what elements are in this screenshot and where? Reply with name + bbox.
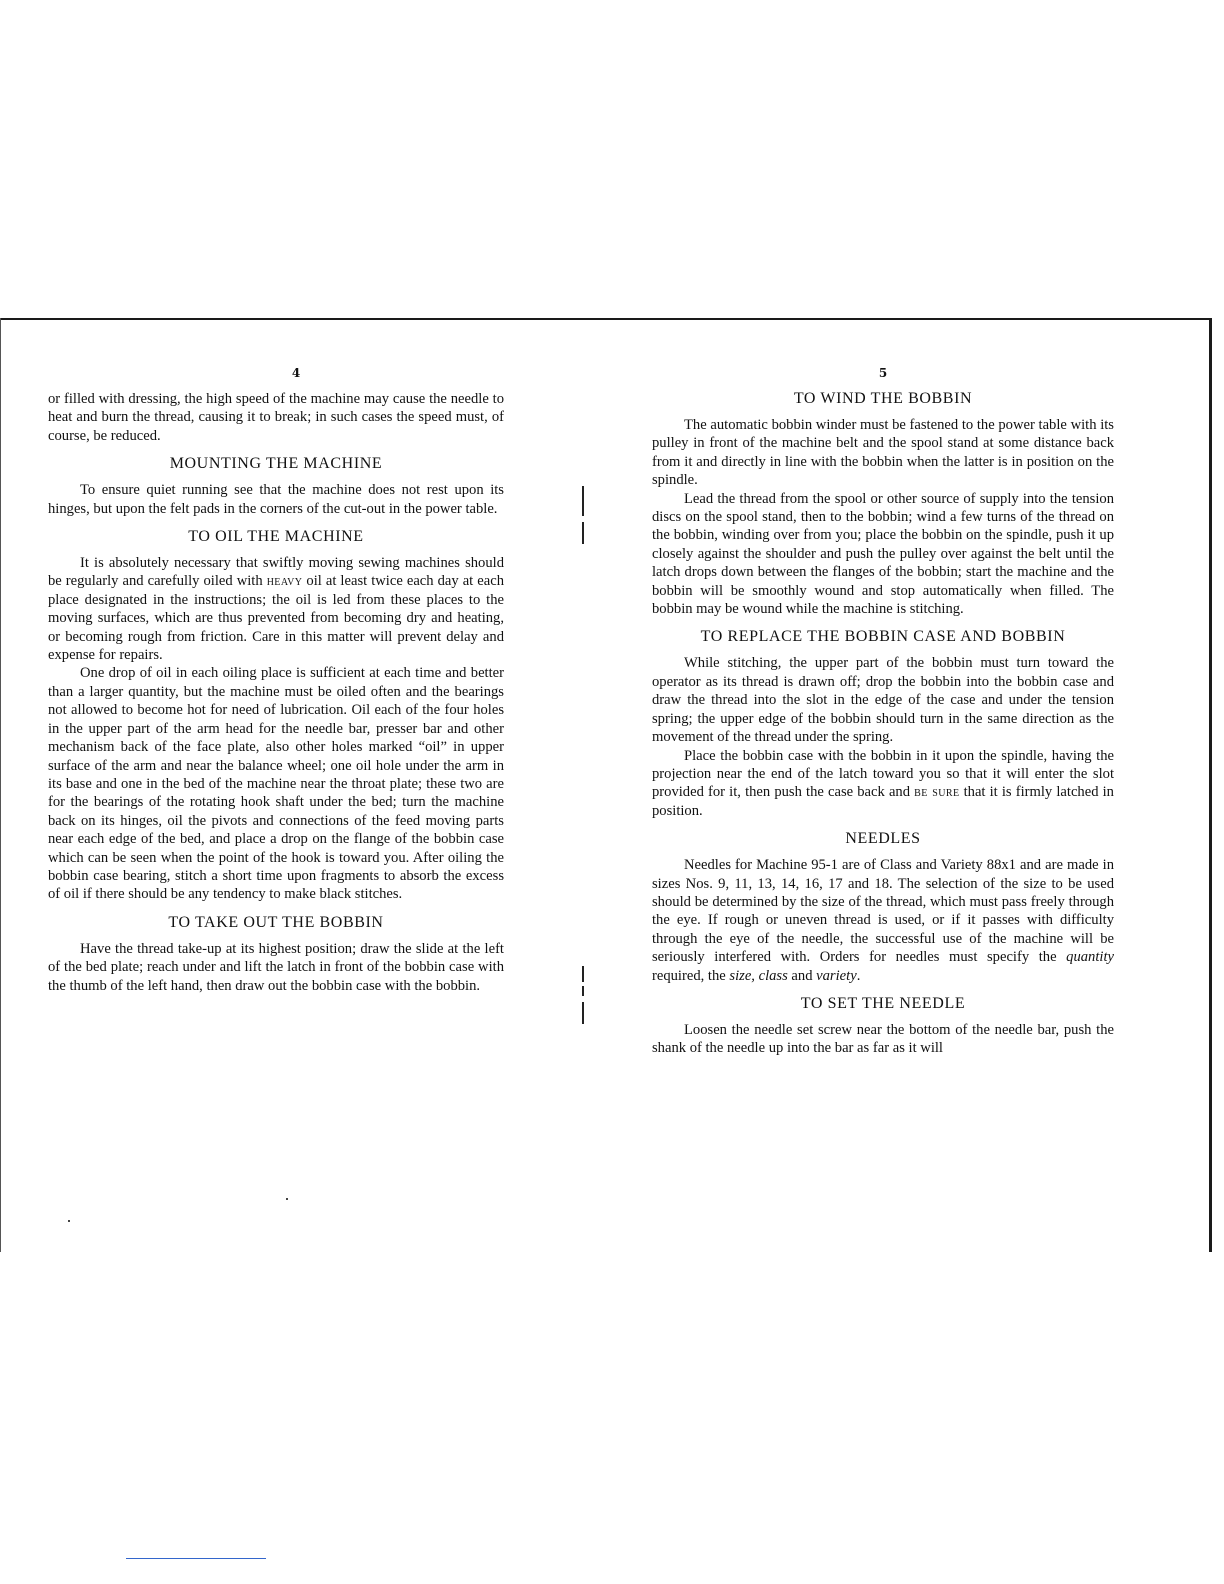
right-page-edge — [1209, 318, 1212, 1252]
left-page-edge — [0, 318, 1, 1252]
binding-mark — [582, 1002, 590, 1024]
section-heading: TO TAKE OUT THE BOBBIN — [168, 913, 384, 931]
page-number: 5 — [878, 366, 888, 380]
text-run: . — [856, 967, 861, 984]
paragraph: Have the thread take-up at its highest position; draw the slide at the left of the bed plate; reach under and lift the latch in front of the bobbin case with the thumb of the left hand, then draw out the bobbin case with the bobbin. — [48, 940, 504, 994]
paragraph — [652, 856, 1114, 985]
text-run: required, the — [652, 967, 730, 984]
intro-paragraph: or filled with dressing, the high speed of the machine may cause the needle to heat and burn the thread, causing it to break; in such cases the speed must, of course, be reduced. — [48, 391, 504, 444]
section-heading: TO SET THE NEEDLE — [800, 994, 966, 1012]
paragraph: The automatic bobbin winder must be fastened to the power table with its pulley in front of the machine belt and the spool stand at some distance back from it and directly in line with the bobbin when the latter is in position on the spindle. — [652, 417, 1114, 489]
section-heading: TO OIL THE MACHINE — [188, 528, 364, 546]
binding-mark — [582, 522, 590, 544]
emphasis-heavy: heavy — [266, 573, 303, 590]
text-run: Place the bobbin case with the bobbin in it upon the spindle, having the projection near the end of the latch toward you so that it will enter the slot provided for it, then push the case back and — [652, 747, 1114, 801]
scan-speck — [68, 1220, 70, 1222]
paragraph: One drop of oil in each oiling place is sufficient at each time and better than a larger quantity, but the machine must be oiled often and the bearings not allowed to become hot for need of lubrication. Oil each of the four holes in the upper part of the arm head for the needle bar, presser bar and other mechanism back of the face plate, also other holes marked “oil” in upper surface of the arm and near the balance wheel; one oil hole under the arm in its base and one in the bed of the machine near the throat plate; these two are for the bearings of the rotating hook shaft under the bed; turn the machine back on its hinges, oil the pivots and connections of the feed moving parts near each edge of the bed, and place a drop on the flange of the bobbin case which can be seen when the point of the hook is toward you. After oiling the bobbin case bearing, stitch a short time upon fragments to absorb the excess of oil if there should be any tendency to make black stitches. — [48, 665, 504, 903]
text-run: It is absolutely necessary that swiftly moving sewing machines should be regularly and carefully oiled with — [48, 555, 504, 590]
text-run: and — [787, 967, 817, 984]
section-heading: TO REPLACE THE BOBBIN CASE AND BOBBIN — [700, 628, 1066, 646]
text-run: oil at least twice each day at each place designated in the instructions; the oil is led from these places to the moving surfaces, which are thus prevented from becoming dry and heating, or becoming rough from friction. Care in this matter will prevent delay and expense for repairs. — [48, 573, 504, 664]
emphasis-variety: variety — [816, 967, 857, 984]
text-run: Needles for Machine 95-1 are of Class and Variety 88x1 and are made in sizes Nos. 9, 11, 13, 14, 16, 17 and 18. The selection of the size to be used should be determined by the size of the thread, which must pass freely through the eye. If rough or uneven thread is used, or if it passes with difficulty through the eye of the needle, the successful use of the machine will be seriously interfered with. Orders for needles must specify the — [652, 857, 1114, 966]
emphasis-quantity: quantity — [1066, 949, 1114, 966]
emphasis-size-class: size, class — [729, 967, 788, 984]
scan-speck — [286, 1198, 288, 1200]
paragraph: To ensure quiet running see that the machine does not rest upon its hinges, but upon the felt pads in the corners of the cut-out in the power table. — [48, 482, 504, 517]
section-heading: TO WIND THE BOBBIN — [793, 390, 973, 407]
left-page — [48, 366, 504, 995]
right-page — [652, 366, 1114, 1058]
text-run: that it is firmly latched in position. — [652, 784, 1114, 819]
emphasis-be-sure: be sure — [914, 784, 960, 801]
binding-mark — [582, 966, 590, 982]
paragraph: Lead the thread from the spool or other source of supply into the tension discs on the spool stand, then to the bobbin; wind a few turns of the thread on the bobbin, winding over from you; place the bobbin on the spindle, push it up closely against the shoulder and push the pulley over against the belt until the latch drops down between the flanges of the bobbin; start the machine and the bobbin will be smoothly wound and stop automatically when filled. The bobbin may be wound while the machine is stitching. — [652, 490, 1114, 618]
binding-mark — [582, 486, 590, 516]
binding-mark — [582, 986, 590, 996]
paragraph — [652, 747, 1114, 821]
page-number: 4 — [291, 366, 301, 380]
paragraph: Loosen the needle set screw near the bottom of the needle bar, push the shank of the needle up into the bar as far as it will — [652, 1021, 1114, 1057]
paragraph: While stitching, the upper part of the bobbin must turn toward the operator as its thread is drawn off; drop the bobbin into the bobbin case and draw the thread into the slot in the edge of the case and under the tension spring; the upper edge of the bobbin should turn in the same direction as the movement of the thread under the spring. — [652, 655, 1114, 746]
underline-mark — [126, 1558, 266, 1559]
section-heading: NEEDLES — [845, 830, 921, 848]
section-heading: MOUNTING THE MACHINE — [169, 455, 383, 473]
paragraph — [48, 554, 504, 664]
